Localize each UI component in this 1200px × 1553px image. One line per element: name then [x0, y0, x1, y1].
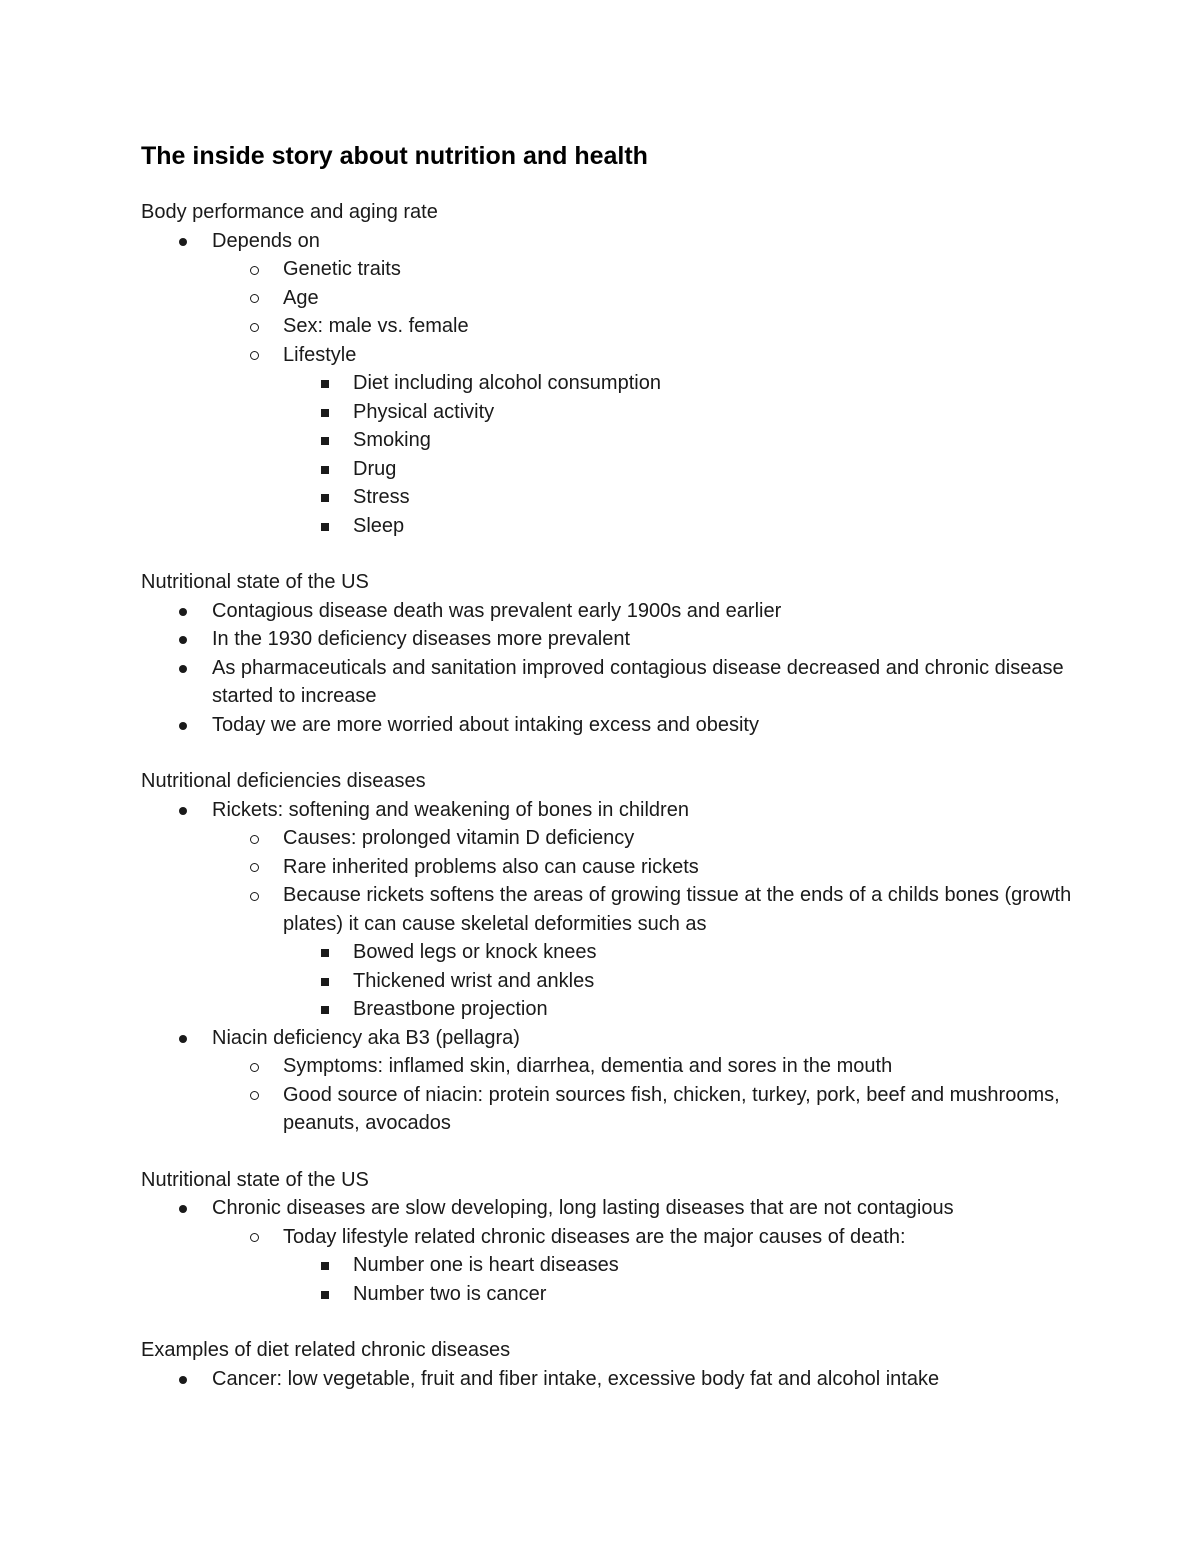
filled-square-bullet-icon	[317, 398, 333, 427]
list-item-level-2	[141, 1223, 1101, 1252]
section	[141, 198, 1101, 540]
filled-square-bullet-icon	[317, 938, 333, 967]
filled-square-bullet-icon	[317, 483, 333, 512]
document-title: The inside story about nutrition and health	[141, 142, 648, 170]
filled-circle-bullet-icon	[175, 227, 191, 256]
section	[141, 767, 1101, 1138]
list-item-level-1	[141, 1194, 1101, 1223]
list-item-level-3	[141, 455, 1101, 484]
list-item-level-1	[141, 654, 1101, 711]
list-item-text: Number two is cancer	[353, 1282, 547, 1305]
list-item-level-1	[141, 711, 1101, 740]
list-item-level-3	[141, 398, 1101, 427]
filled-square-bullet-icon	[317, 512, 333, 541]
filled-circle-bullet-icon	[175, 1194, 191, 1223]
list-item-level-3	[141, 938, 1101, 967]
list-item-text: Rare inherited problems also can cause rickets	[283, 855, 699, 878]
filled-square-bullet-icon	[317, 369, 333, 398]
bullet-list	[141, 227, 1101, 541]
list-item-level-3	[141, 426, 1101, 455]
list-item-text: Diet including alcohol consumption	[353, 372, 661, 394]
list-item-level-3	[141, 1280, 1101, 1309]
list-item-text: Today we are more worried about intaking excess and obesity	[212, 713, 759, 736]
list-item-text: Drug	[353, 457, 397, 480]
list-item-level-1	[141, 625, 1101, 654]
filled-circle-bullet-icon	[175, 1365, 191, 1394]
list-item-text: Symptoms: inflamed skin, diarrhea, dementia and sores in the mouth	[283, 1055, 893, 1077]
filled-circle-bullet-icon	[175, 625, 191, 654]
hollow-circle-bullet-icon	[246, 1052, 262, 1081]
list-item-text: Age	[283, 286, 319, 309]
bullet-list	[141, 796, 1101, 1138]
document-page	[141, 138, 1101, 1421]
hollow-circle-bullet-icon	[246, 341, 262, 370]
filled-circle-bullet-icon	[175, 711, 191, 740]
hollow-circle-bullet-icon	[246, 312, 262, 341]
list-item-text: Thickened wrist and ankles	[353, 969, 595, 992]
list-item-level-3	[141, 512, 1101, 541]
section-heading: Body performance and aging rate	[141, 201, 438, 223]
list-item-text: Lifestyle	[283, 343, 357, 366]
list-item-level-1	[141, 1365, 1101, 1394]
document-body	[141, 198, 1101, 1393]
filled-circle-bullet-icon	[175, 654, 191, 683]
list-item-level-3	[141, 967, 1101, 996]
section-heading: Nutritional state of the US	[141, 1168, 369, 1191]
list-item-text: Chronic diseases are slow developing, long lasting diseases that are not contagious	[212, 1197, 954, 1219]
list-item-level-2	[141, 341, 1101, 370]
list-item-text: Smoking	[353, 429, 431, 451]
list-item-text: In the 1930 deficiency diseases more prevalent	[212, 628, 631, 650]
list-item-text: Sleep	[353, 514, 405, 537]
list-item-level-1	[141, 796, 1101, 825]
filled-square-bullet-icon	[317, 455, 333, 484]
hollow-circle-bullet-icon	[246, 824, 262, 853]
filled-square-bullet-icon	[317, 1251, 333, 1280]
section-heading: Nutritional state of the US	[141, 571, 369, 593]
list-item-text: Depends on	[212, 229, 320, 252]
section	[141, 568, 1101, 739]
filled-square-bullet-icon	[317, 426, 333, 455]
list-item-text: Rickets: softening and weakening of bones in children	[212, 798, 689, 821]
list-item-text: Causes: prolonged vitamin D deficiency	[283, 827, 635, 849]
hollow-circle-bullet-icon	[246, 255, 262, 284]
list-item-text: Genetic traits	[283, 258, 401, 280]
filled-square-bullet-icon	[317, 967, 333, 996]
list-item-level-2	[141, 284, 1101, 313]
hollow-circle-bullet-icon	[246, 1223, 262, 1252]
list-item-text: Today lifestyle related chronic diseases are the major causes of death:	[283, 1225, 906, 1248]
list-item-text: Breastbone projection	[353, 998, 548, 1020]
bullet-list	[141, 597, 1101, 740]
list-item-level-1	[141, 1024, 1101, 1053]
filled-circle-bullet-icon	[175, 796, 191, 825]
filled-circle-bullet-icon	[175, 1024, 191, 1053]
list-item-level-1	[141, 227, 1101, 256]
section-heading: Nutritional deficiencies diseases	[141, 770, 426, 792]
hollow-circle-bullet-icon	[246, 853, 262, 882]
list-item-text: Stress	[353, 486, 410, 508]
list-item-level-2	[141, 1081, 1101, 1138]
list-item-text: Contagious disease death was prevalent early 1900s and earlier	[212, 599, 782, 622]
section	[141, 1166, 1101, 1309]
hollow-circle-bullet-icon	[246, 284, 262, 313]
list-item-level-3	[141, 1251, 1101, 1280]
list-item-text: Because rickets softens the areas of growing tissue at the ends of a childs bones (growth plates) it can cause skeletal deformities such as	[283, 884, 1072, 935]
hollow-circle-bullet-icon	[246, 881, 262, 910]
list-item-level-2	[141, 881, 1101, 938]
filled-square-bullet-icon	[317, 1280, 333, 1309]
filled-square-bullet-icon	[317, 995, 333, 1024]
list-item-text: Sex: male vs. female	[283, 315, 469, 337]
section	[141, 1336, 1101, 1393]
list-item-level-1	[141, 597, 1101, 626]
list-item-level-3	[141, 369, 1101, 398]
list-item-level-2	[141, 853, 1101, 882]
bullet-list	[141, 1194, 1101, 1308]
list-item-level-3	[141, 995, 1101, 1024]
list-item-text: Number one is heart diseases	[353, 1254, 619, 1276]
list-item-text: Niacin deficiency aka B3 (pellagra)	[212, 1026, 520, 1049]
bullet-list	[141, 1365, 1101, 1394]
section-heading: Examples of diet related chronic diseases	[141, 1339, 511, 1361]
list-item-level-2	[141, 255, 1101, 284]
hollow-circle-bullet-icon	[246, 1081, 262, 1110]
list-item-level-2	[141, 312, 1101, 341]
list-item-level-2	[141, 1052, 1101, 1081]
list-item-text: As pharmaceuticals and sanitation improved contagious disease decreased and chronic disease started to increase	[212, 656, 1064, 707]
list-item-text: Bowed legs or knock knees	[353, 941, 597, 963]
list-item-level-3	[141, 483, 1101, 512]
filled-circle-bullet-icon	[175, 597, 191, 626]
list-item-level-2	[141, 824, 1101, 853]
list-item-text: Physical activity	[353, 400, 495, 423]
list-item-text: Good source of niacin: protein sources fish, chicken, turkey, pork, beef and mushrooms, peanuts, avocados	[283, 1083, 1060, 1134]
list-item-text: Cancer: low vegetable, fruit and fiber intake, excessive body fat and alcohol intake	[212, 1367, 940, 1390]
